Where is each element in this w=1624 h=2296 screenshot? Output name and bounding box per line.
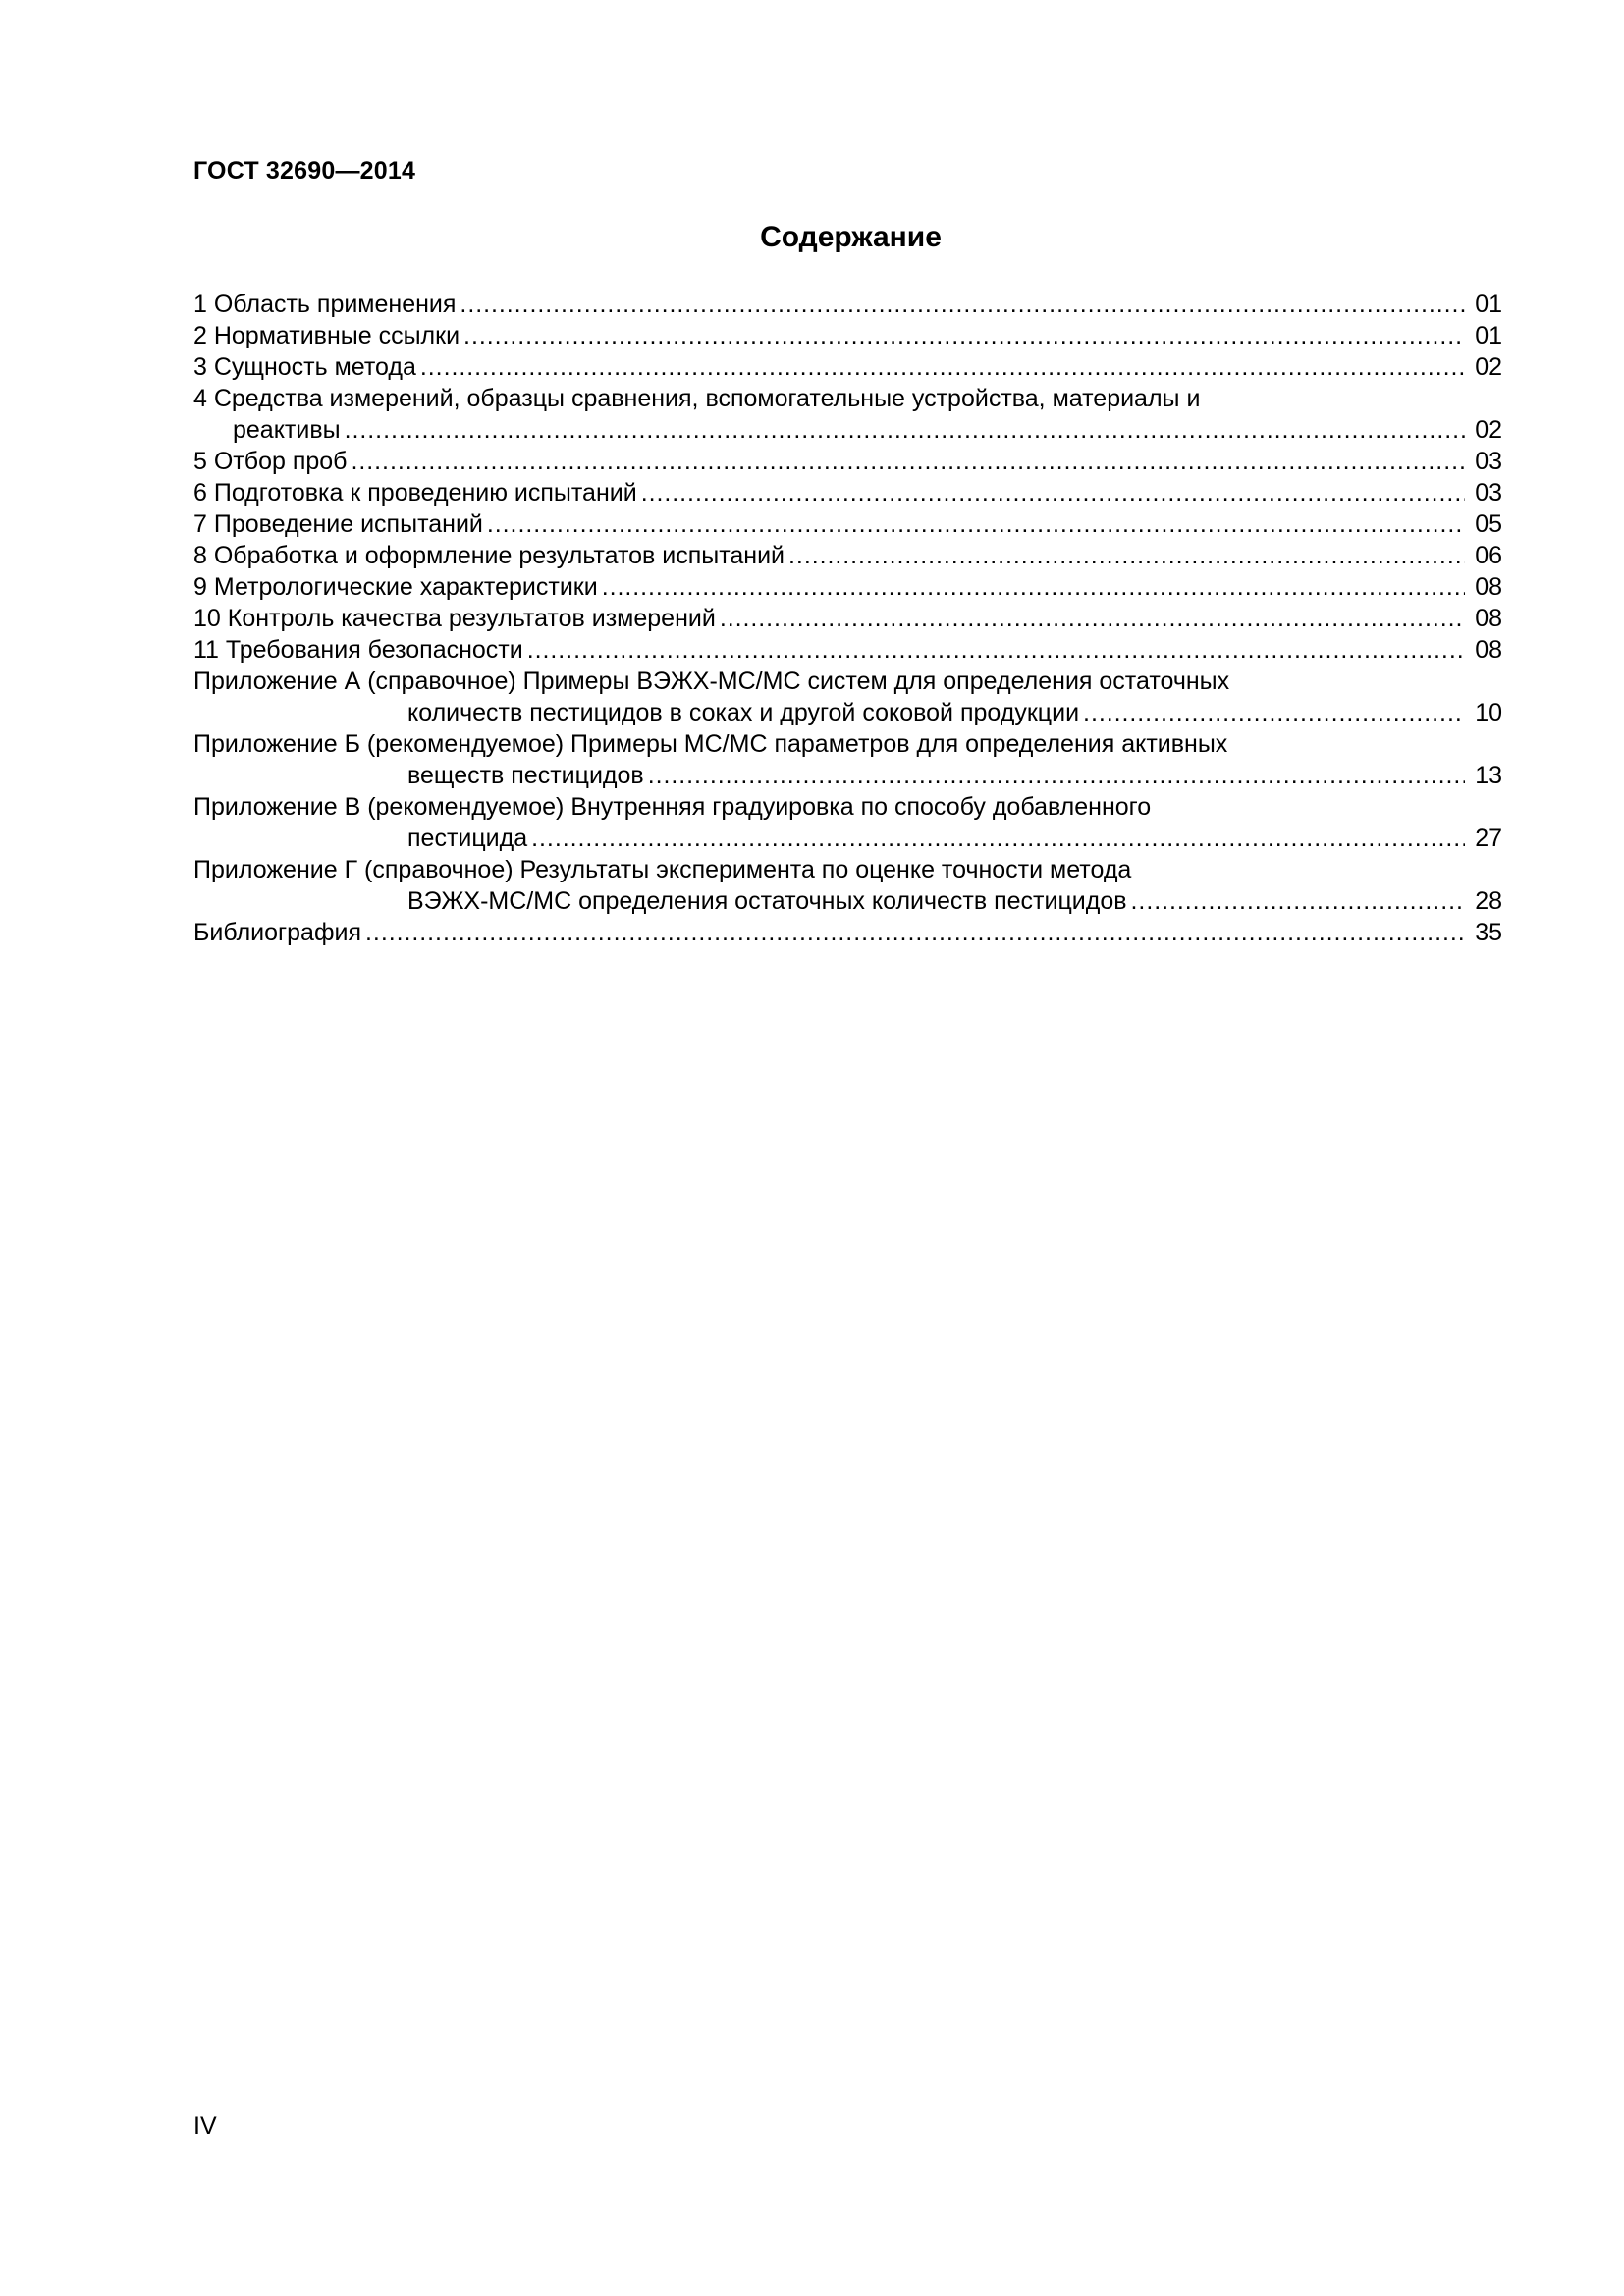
toc-entry[interactable] [193,603,1502,634]
toc-entry-page: 02 [1475,353,1502,381]
toc-entry-page: 03 [1475,479,1502,507]
toc-entry[interactable] [193,351,1502,383]
toc-entry-page: 28 [1475,887,1502,915]
toc-entry-page: 35 [1475,919,1502,946]
toc-title: Содержание [760,221,942,253]
toc-entry[interactable] [193,697,1502,728]
toc-entry-title-continuation: количеств пестицидов в соках и другой соковой продукции [407,699,1080,726]
toc-entry[interactable] [193,885,1502,917]
toc-leader-dots [720,603,1465,634]
toc-leader-dots [463,320,1465,351]
toc-entry-title: 2 Нормативные ссылки [193,322,460,349]
table-of-contents [193,289,1502,948]
toc-entry[interactable] [193,477,1502,508]
toc-leader-dots [487,508,1465,540]
toc-entry[interactable] [193,414,1502,446]
toc-entry[interactable] [193,571,1502,603]
toc-leader-dots [527,634,1465,666]
toc-entry-first-line[interactable]: Приложение А (справочное) Примеры ВЭЖХ-МС/МС систем для определения остаточных [193,667,1230,695]
toc-leader-dots [460,289,1465,320]
toc-entry-page: 13 [1475,762,1502,789]
toc-entry-title-continuation: веществ пестицидов [407,762,644,789]
toc-entry-title: 5 Отбор проб [193,448,348,475]
toc-leader-dots [365,917,1465,948]
page-number: IV [193,2112,217,2140]
toc-entry-title-continuation: ВЭЖХ-МС/МС определения остаточных количеств пестицидов [407,887,1127,915]
toc-entry[interactable] [193,760,1502,791]
toc-entry-title-continuation: пестицида [407,825,528,852]
toc-entry-page: 02 [1475,416,1502,444]
toc-entry[interactable] [193,823,1502,854]
toc-leader-dots [345,414,1465,446]
toc-entry-first-line[interactable]: Приложение Г (справочное) Результаты эксперимента по оценке точности метода [193,856,1132,883]
toc-entry-first-line[interactable]: Приложение В (рекомендуемое) Внутренняя градуировка по способу добавленного [193,793,1152,821]
toc-entry-title: 1 Область применения [193,291,457,318]
toc-entry-title: 6 Подготовка к проведению испытаний [193,479,637,507]
toc-entry-first-line[interactable]: Приложение Б (рекомендуемое) Примеры МС/МС параметров для определения активных [193,730,1228,758]
toc-entry-title: 3 Сущность метода [193,353,416,381]
document-code: ГОСТ 32690—2014 [193,157,416,185]
toc-leader-dots [602,571,1465,603]
toc-leader-dots [648,760,1465,791]
toc-entry[interactable] [193,446,1502,477]
toc-entry-title: Библиография [193,919,362,946]
toc-entry-title: 8 Обработка и оформление результатов испытаний [193,542,785,569]
toc-leader-dots [531,823,1465,854]
toc-entry-page: 01 [1475,291,1502,318]
toc-leader-dots [788,540,1465,571]
toc-entry-page: 01 [1475,322,1502,349]
toc-leader-dots [1131,885,1465,917]
toc-entry-title: 11 Требования безопасности [193,636,523,664]
toc-entry-title: 10 Контроль качества результатов измерений [193,605,716,632]
toc-entry[interactable] [193,917,1502,948]
toc-entry-title: 9 Метрологические характеристики [193,573,598,601]
toc-entry-page: 06 [1475,542,1502,569]
toc-entry[interactable] [193,289,1502,320]
toc-entry-page: 08 [1475,573,1502,601]
toc-entry-page: 05 [1475,510,1502,538]
toc-entry[interactable] [193,320,1502,351]
toc-leader-dots [1083,697,1465,728]
toc-entry-page: 08 [1475,605,1502,632]
toc-entry-page: 27 [1475,825,1502,852]
toc-entry-title: 7 Проведение испытаний [193,510,483,538]
toc-entry[interactable] [193,540,1502,571]
toc-entry[interactable] [193,508,1502,540]
toc-entry-first-line[interactable]: 4 Средства измерений, образцы сравнения, вспомогательные устройства, материалы и [193,385,1201,412]
toc-entry-page: 03 [1475,448,1502,475]
toc-entry-page: 10 [1475,699,1502,726]
toc-entry-title-continuation: реактивы [233,416,341,444]
toc-leader-dots [641,477,1465,508]
toc-leader-dots [420,351,1465,383]
toc-leader-dots [351,446,1465,477]
toc-entry-page: 08 [1475,636,1502,664]
toc-entry[interactable] [193,634,1502,666]
